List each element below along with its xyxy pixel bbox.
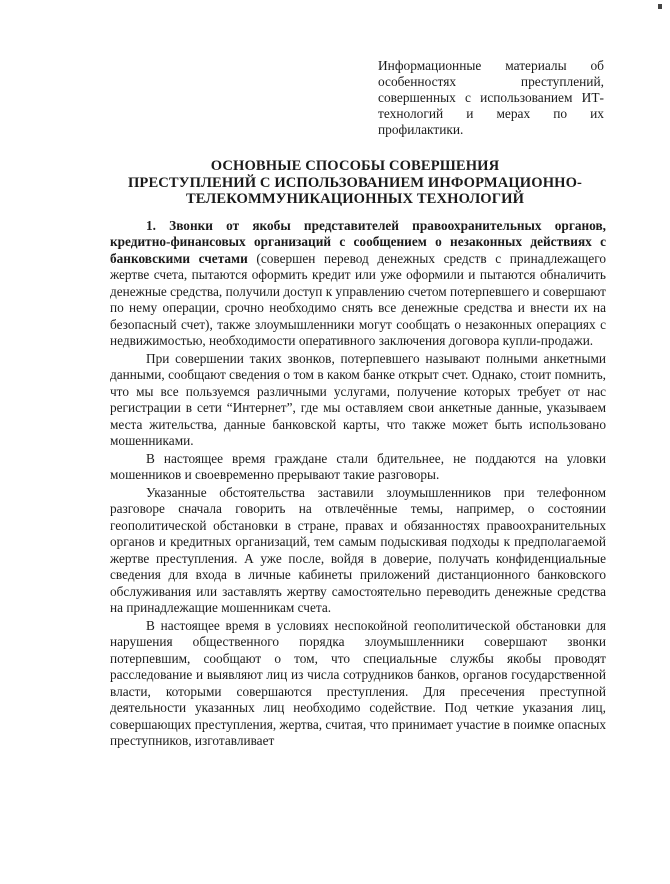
- title-line-3: ТЕЛЕКОММУНИКАЦИОННЫХ ТЕХНОЛОГИЙ: [185, 191, 525, 207]
- header-note: Информационные материалы об особенностях преступлений, совершенных с использованием ИТ-технологий и мерах по их профилактики.: [378, 58, 604, 137]
- document-body: [110, 218, 606, 750]
- title-line-1: ОСНОВНЫЕ СПОСОБЫ СОВЕРШЕНИЯ: [210, 158, 500, 174]
- section-1-heading: 1. Звонки от якобы представителей правоохранительных органов, кредитно-финансовых организаций с сообщением о незаконных действиях с банковскими счетами: [110, 217, 606, 266]
- paragraph-5: В настоящее время в условиях неспокойной геополитической обстановки для нарушения общественного порядка злоумышленники совершают звонки потерпевшим, сообщают о том, что специальные службы якобы проводят расследование и выявляют лиц из числа сотрудников банков, органов государственной власти, которыми совершаются преступления. Для пресечения преступной деятельности указанных лиц необходимо содействие. Под четкие указания лиц, совершающих преступления, жертва, считая, что принимает участие в поимке опасных преступников, изготавливает: [110, 617, 606, 748]
- title-line-2: ПРЕСТУПЛЕНИЙ С ИСПОЛЬЗОВАНИЕМ ИНФОРМАЦИОННО-: [127, 174, 583, 191]
- paragraph-section-1: [110, 218, 606, 350]
- scan-mark: [658, 4, 662, 9]
- paragraph-2: При совершении таких звонков, потерпевшего называют полными анкетными данными, сообщают сведения о том в каком банке открыт счет. Однако, стоит помнить, что мы все пользуемся различными услугами, получение которых требует от нас регистрации в сети “Интернет”, где мы оставляем свои анкетные данные, указываем места жительства, данные банковской карты, что также может быть использовано мошенниками.: [110, 350, 606, 448]
- document-title: [104, 158, 606, 208]
- paragraph-4: Указанные обстоятельства заставили злоумышленников при телефонном разговоре сначала говорить на отвлечённые темы, например, о состоянии геополитической обстановки в стране, правах и обязанностях правоохранительных органов и кредитных организаций, тем самым подыскивая подходы к предполагаемой жертве преступления. А уже после, войдя в доверие, получать конфиденциальные сведения для входа в личные кабинеты приложений дистанционного банковского обслуживания или заставлять жертву самостоятельно переводить денежные средства на принадлежащие мошенникам счета.: [110, 484, 606, 615]
- section-1-text: (совершен перевод денежных средств с принадлежащего жертве счета, пытаются оформить кредит или уже оформили и пытаются обналичить денежные средства, получили доступ к управлению счетом потерпевшего и совершают по нему операции, срочно необходимо снять все денежные средства и внести их на безопасный счет), также злоумышленники могут сообщать о незаконных операциях с недвижимостью, необходимости оперативного заключения договора купли-продажи.: [110, 250, 606, 348]
- paragraph-3: В настоящее время граждане стали бдительнее, не поддаются на уловки мошенников и своевременно прерывают такие разговоры.: [110, 450, 606, 482]
